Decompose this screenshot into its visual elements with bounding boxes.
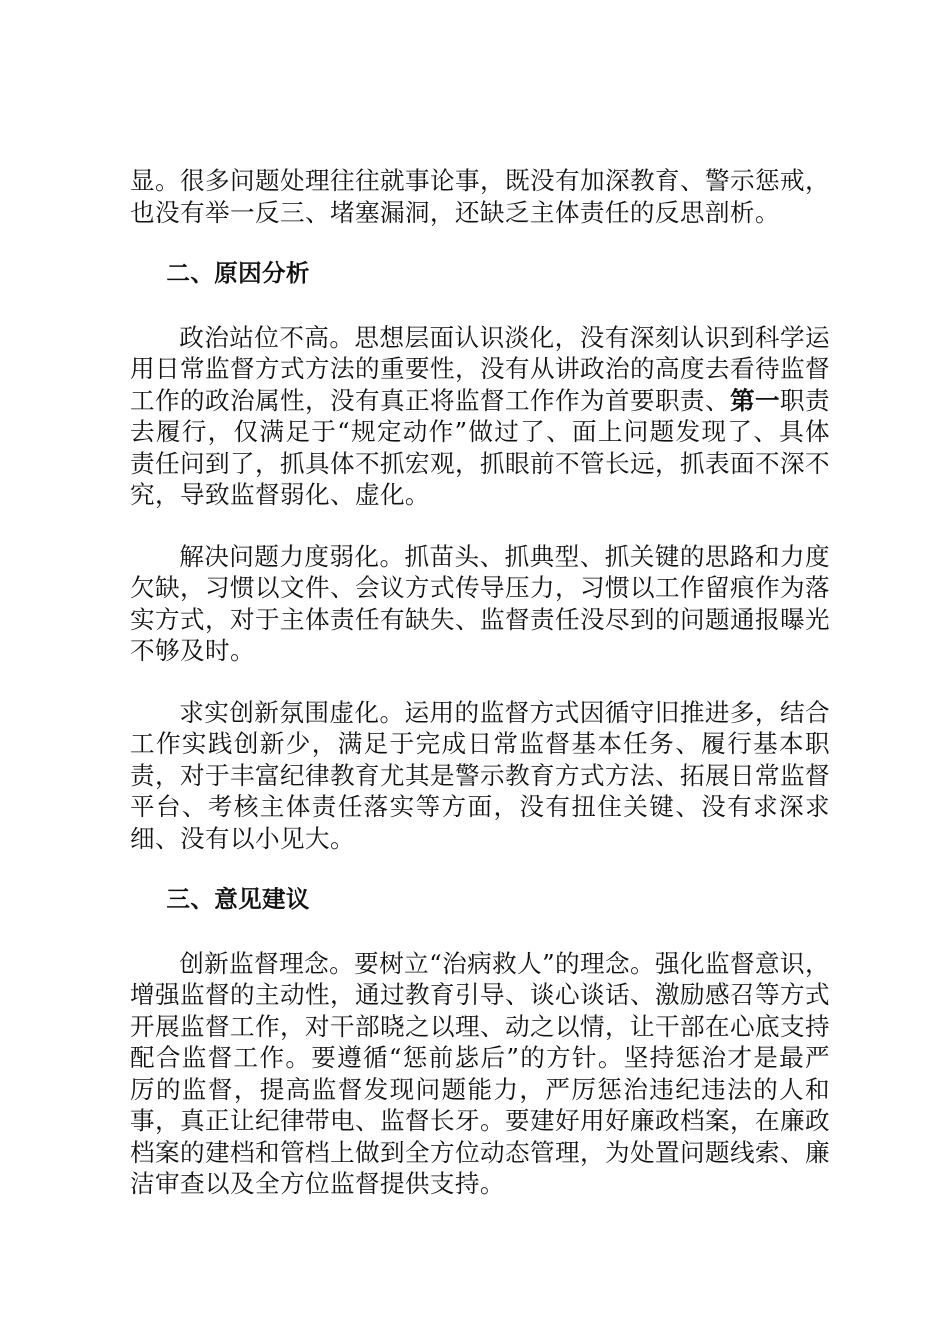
section-heading-suggestions: 三、意见建议	[166, 885, 310, 913]
paragraph-political-stance	[130, 322, 830, 511]
section-heading-cause-analysis: 二、原因分析	[166, 259, 310, 287]
paragraph-text: 政治站位不高。思想层面认识淡化，没有深刻认识到科学运用日常监督方式方法的重要性，没有从讲政治的高度去看待监督工作的政治属性，没有真正将监督工作作为首要职责、	[130, 322, 830, 415]
bold-phrase: 第一	[729, 385, 780, 415]
paragraph-problem-solving: 解决问题力度弱化。抓苗头、抓典型、抓关键的思路和力度欠缺，习惯以文件、会议方式传导压力，习惯以工作留痕作为落实方式，对于主体责任有缺失、监督责任没尽到的问题通报曝光不够及时。	[130, 541, 830, 665]
document-page	[130, 165, 830, 1230]
paragraph-supervision-concept: 创新监督理念。要树立“治病救人”的理念。强化监督意识，增强监督的主动性，通过教育引导、谈心谈话、激励感召等方式开展监督工作，对干部晓之以理、动之以情，让干部在心底支持配合监督工作。要遵循“惩前毖后”的方针。坚持惩治才是最严厉的监督，提高监督发现问题能力，严厉惩治违纪违法的人和事，真正让纪律带电、监督长牙。要建好用好廉政档案，在廉政档案的建档和管档上做到全方位动态管理，为处置问题线索、廉洁审查以及全方位监督提供支持。	[130, 948, 830, 1198]
paragraph-text: 职责去履行，仅满足于“规定动作”做过了、面上问题发现了、具体责任问到了，抓具体不抓宏观，抓眼前不管长远，抓表面不深不究，导致监督弱化、虚化。	[130, 385, 830, 509]
paragraph-innovation: 求实创新氛围虚化。运用的监督方式因循守旧推进多，结合工作实践创新少，满足于完成日常监督基本任务、履行基本职责，对于丰富纪律教育尤其是警示教育方式方法、拓展日常监督平台、考核主体责任落实等方面，没有扭住关键、没有求深求细、没有以小见大。	[130, 697, 830, 853]
paragraph-continuation: 显。很多问题处理往往就事论事，既没有加深教育、警示惩戒，也没有举一反三、堵塞漏洞，还缺乏主体责任的反思剖析。	[130, 166, 830, 227]
